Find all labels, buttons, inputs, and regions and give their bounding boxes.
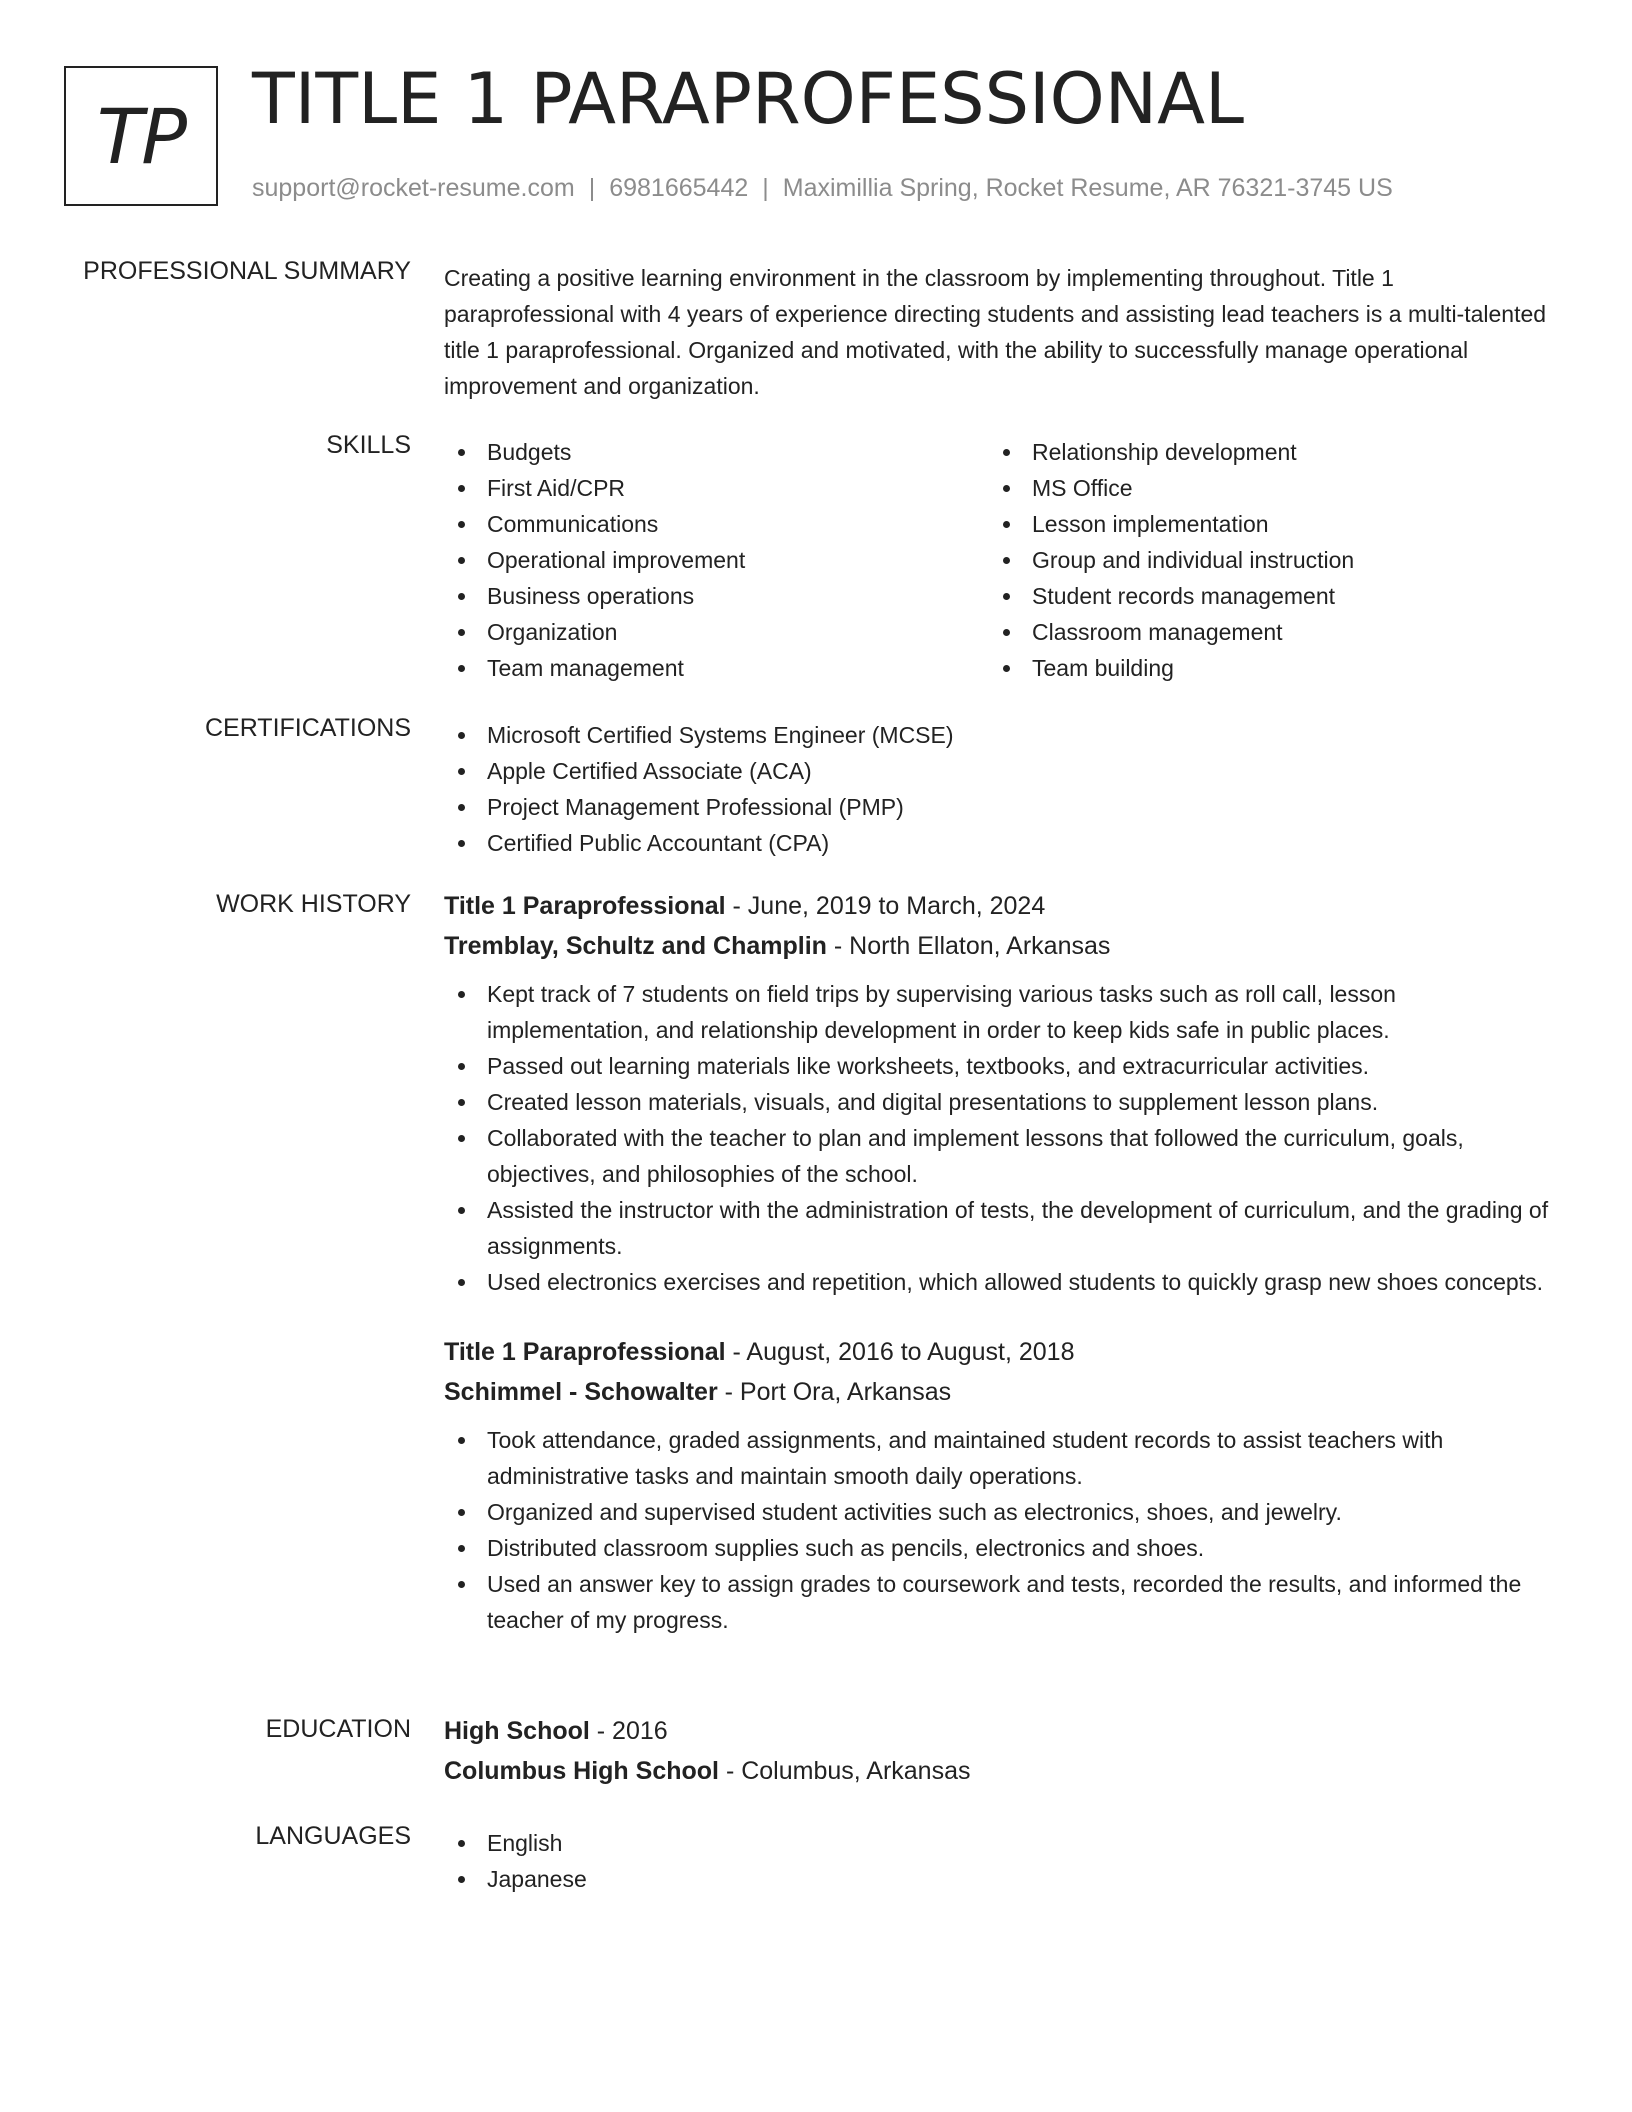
languages-body <box>444 1825 1564 1897</box>
section-label: EDUCATION <box>265 1715 411 1743</box>
skill-item: First Aid/CPR <box>444 470 989 506</box>
education-body <box>444 1711 1564 1801</box>
contact-phone[interactable]: 6981665442 <box>609 174 749 202</box>
contact-line <box>252 174 1393 203</box>
skill-item: Team management <box>444 650 989 686</box>
certifications-body <box>444 717 1564 861</box>
skill-item: Group and individual instruction <box>989 542 1534 578</box>
languages-list <box>444 1825 1564 1897</box>
summary-text: Creating a positive learning environment in the classroom by implementing throughout. Title 1 paraprofessional with 4 years of experience directing students and assisting lead teachers is a multi-talented title 1 paraprofessional. Organized and motivated, with the ability to successfully manage operational improvement and organization. <box>444 265 1547 399</box>
job-location: - Port Ora, Arkansas <box>717 1378 952 1406</box>
skill-item: Student records management <box>989 578 1534 614</box>
skills-list-right <box>989 434 1534 686</box>
certification-item: Microsoft Certified Systems Engineer (MCSE) <box>444 717 1564 753</box>
skill-item: Lesson implementation <box>989 506 1534 542</box>
skill-item: Relationship development <box>989 434 1534 470</box>
job-duties-list <box>444 976 1564 1300</box>
skill-item: Classroom management <box>989 614 1534 650</box>
job-company-line <box>444 1372 1564 1412</box>
degree-line <box>444 1711 1564 1751</box>
skills-columns <box>444 434 1564 686</box>
section-label: PROFESSIONAL SUMMARY <box>83 257 411 285</box>
contact-separator: | <box>588 174 596 202</box>
certification-item: Certified Public Accountant (CPA) <box>444 825 1564 861</box>
skill-item: Operational improvement <box>444 542 989 578</box>
summary-body <box>444 260 1564 404</box>
job-duty: Took attendance, graded assignments, and maintained student records to assist teachers with administrative tasks and maintain smooth daily operations. <box>444 1422 1564 1494</box>
job-duty: Distributed classroom supplies such as pencils, electronics and shoes. <box>444 1530 1564 1566</box>
skill-item: Communications <box>444 506 989 542</box>
job-company-line <box>444 926 1564 966</box>
job-entry <box>444 886 1564 1300</box>
candidate-name: TITLE 1 PARAPROFESSIONAL <box>252 58 1245 140</box>
skill-item: Business operations <box>444 578 989 614</box>
job-title-line <box>444 1332 1564 1372</box>
section-label: WORK HISTORY <box>216 890 411 918</box>
skills-list-left <box>444 434 989 686</box>
job-duties-list <box>444 1422 1564 1638</box>
contact-separator: | <box>762 174 769 202</box>
section-label: SKILLS <box>326 431 411 459</box>
school-line <box>444 1751 1564 1791</box>
school-name: Columbus High School <box>444 1757 719 1785</box>
school-location: - Columbus, Arkansas <box>719 1757 971 1785</box>
job-dates: - June, 2019 to March, 2024 <box>725 892 1046 920</box>
language-item: English <box>444 1825 1564 1861</box>
skill-item: Team building <box>989 650 1534 686</box>
job-duty: Created lesson materials, visuals, and digital presentations to supplement lesson plans. <box>444 1084 1564 1120</box>
section-label: CERTIFICATIONS <box>204 714 411 742</box>
job-entry <box>444 1332 1564 1638</box>
job-duty: Passed out learning materials like worksheets, textbooks, and extracurricular activities. <box>444 1048 1564 1084</box>
job-title-line <box>444 886 1564 926</box>
skill-item: MS Office <box>989 470 1534 506</box>
certification-item: Apple Certified Associate (ACA) <box>444 753 1564 789</box>
job-location: - North Ellaton, Arkansas <box>826 932 1111 960</box>
job-duty: Kept track of 7 students on field trips by supervising various tasks such as roll call, lesson implementation, and relationship development in order to keep kids safe in public places. <box>444 976 1564 1048</box>
section-label: LANGUAGES <box>255 1822 411 1850</box>
certifications-list <box>444 717 1564 861</box>
degree: High School <box>444 1717 590 1745</box>
certification-item: Project Management Professional (PMP) <box>444 789 1564 825</box>
job-dates: - August, 2016 to August, 2018 <box>725 1338 1075 1366</box>
work-history-body <box>444 886 1564 1638</box>
job-duty: Assisted the instructor with the administration of tests, the development of curriculum, and the grading of assignments. <box>444 1192 1564 1264</box>
job-duty: Organized and supervised student activities such as electronics, shoes, and jewelry. <box>444 1494 1564 1530</box>
job-duty: Used electronics exercises and repetition, which allowed students to quickly grasp new shoes concepts. <box>444 1264 1564 1300</box>
job-title: Title 1 Paraprofessional <box>444 892 726 920</box>
job-duty: Collaborated with the teacher to plan and implement lessons that followed the curriculum, goals, objectives, and philosophies of the school. <box>444 1120 1564 1192</box>
skill-item: Organization <box>444 614 989 650</box>
job-company: Tremblay, Schultz and Champlin <box>444 932 827 960</box>
skill-item: Budgets <box>444 434 989 470</box>
language-item: Japanese <box>444 1861 1564 1897</box>
contact-email[interactable]: support@rocket-resume.com <box>252 174 575 202</box>
degree-year: - 2016 <box>589 1717 668 1745</box>
contact-address: Maximillia Spring, Rocket Resume, AR 76321-3745 US <box>782 174 1393 202</box>
job-company: Schimmel - Schowalter <box>444 1378 718 1406</box>
job-duty: Used an answer key to assign grades to coursework and tests, recorded the results, and informed the teacher of my progress. <box>444 1566 1564 1638</box>
monogram-badge: TP <box>64 66 218 206</box>
job-title: Title 1 Paraprofessional <box>444 1338 726 1366</box>
